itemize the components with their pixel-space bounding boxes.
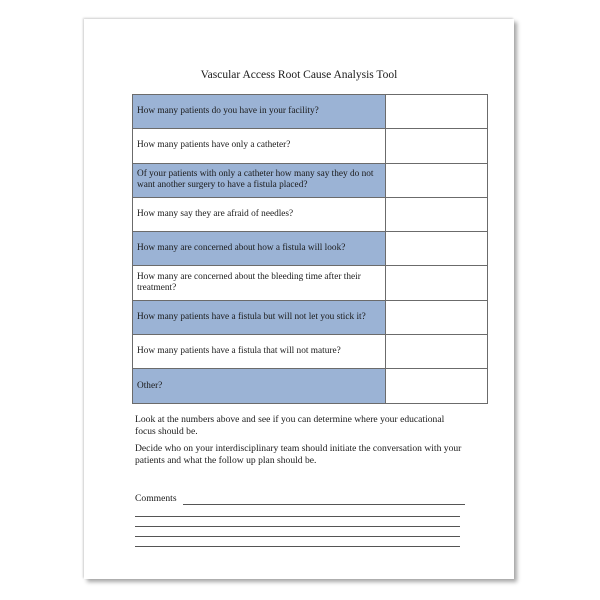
comments-label: Comments [135, 493, 177, 504]
table-row [133, 369, 488, 403]
question-cell: Other? [133, 369, 386, 403]
comment-blank-line[interactable] [135, 536, 460, 537]
document-title: Vascular Access Root Cause Analysis Tool [200, 69, 398, 81]
question-cell: Of your patients with only a catheter how many say they do not want another surgery to have a fistula placed? [133, 163, 386, 197]
question-cell: How many are concerned about the bleeding time after their treatment? [133, 266, 386, 300]
table-row [133, 129, 488, 163]
table-row [133, 197, 488, 231]
table-row [133, 300, 488, 334]
question-cell: How many say they are afraid of needles? [133, 197, 386, 231]
instruction-paragraph: Decide who on your interdisciplinary team should initiate the conversation with your patients and what the follow up plan should be. [135, 443, 462, 466]
answer-cell[interactable] [386, 197, 488, 231]
answer-cell[interactable] [386, 335, 488, 369]
question-cell: How many are concerned about how a fistula will look? [133, 232, 386, 266]
answer-cell[interactable] [386, 266, 488, 300]
comment-blank-line[interactable] [135, 526, 460, 527]
answer-cell[interactable] [386, 369, 488, 403]
question-cell: How many patients have a fistula that will not mature? [133, 335, 386, 369]
table-row [133, 266, 488, 300]
answer-cell[interactable] [386, 163, 488, 197]
answer-cell[interactable] [386, 95, 488, 129]
table-row [133, 232, 488, 266]
comments-line [183, 504, 465, 505]
document-page [84, 19, 514, 579]
table-row [133, 163, 488, 197]
answer-cell[interactable] [386, 300, 488, 334]
question-cell: How many patients have only a catheter? [133, 129, 386, 163]
answer-cell[interactable] [386, 129, 488, 163]
instruction-paragraph: Look at the numbers above and see if you can determine where your educational focus should be. [135, 414, 445, 437]
comment-blank-line[interactable] [135, 516, 460, 517]
answer-cell[interactable] [386, 232, 488, 266]
questions-table [132, 94, 488, 404]
comments-field[interactable] [135, 493, 465, 504]
question-cell: How many patients have a fistula but will not let you stick it? [133, 300, 386, 334]
table-row [133, 95, 488, 129]
question-cell: How many patients do you have in your facility? [133, 95, 386, 129]
table-row [133, 335, 488, 369]
instructions [135, 414, 465, 472]
comment-blank-line[interactable] [135, 546, 460, 547]
